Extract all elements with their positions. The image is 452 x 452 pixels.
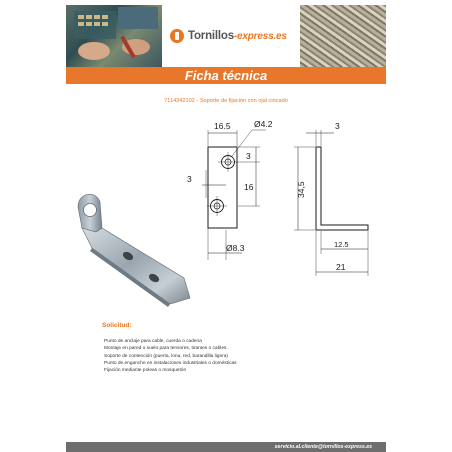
dim-mid-label: 16	[244, 182, 254, 192]
dim-thickness-label: 3	[335, 121, 340, 131]
dim-bottom-hole-label: Ø8.3	[226, 243, 245, 253]
dim-hole-label: Ø4.2	[254, 119, 273, 129]
list-item: Fijación mediante poleas o mosquetón	[104, 368, 187, 374]
side-view-drawing	[294, 130, 368, 276]
footer-bar	[66, 442, 386, 452]
dim-side-label: 3	[187, 174, 192, 184]
contact-email[interactable]: servicio.al.cliente@tornillos-express.es	[274, 444, 372, 450]
usage-heading: Solicitud:	[102, 322, 132, 329]
workshop-photo	[66, 5, 162, 67]
list-item: Montaje en pared o suelo para tensores, tirantes o cables.	[104, 346, 228, 352]
dim-foot-label: 12.5	[334, 240, 349, 249]
page-title: Ficha técnica	[184, 68, 268, 83]
dim-height-label: 34,5	[296, 181, 306, 198]
logo-name: Tornillos	[188, 30, 234, 42]
product-subtitle: 7114342102 - Soporte de fijación con ojal cincado	[164, 98, 288, 104]
list-item: Punto de enganche en instalaciones industriales o domésticas	[104, 360, 237, 366]
list-item: Soporte de contención (puerta, lona, red, barandilla ligera)	[104, 353, 228, 359]
bracket-3d-render	[78, 194, 190, 307]
logo-accent: -express.es	[233, 31, 287, 42]
dim-depth-label: 21	[336, 262, 346, 272]
list-item: Punto de anclaje para cable, cuerda o cadena	[104, 339, 202, 344]
dim-top-small-label: 3	[246, 151, 251, 161]
header-banner	[66, 5, 386, 67]
screws-photo	[300, 5, 386, 67]
brand-logo	[170, 29, 287, 43]
logo-icon	[170, 29, 184, 43]
front-view-drawing	[202, 130, 266, 260]
usage-list	[104, 338, 237, 374]
title-bar	[66, 67, 386, 84]
dim-width-label: 16.5	[214, 121, 231, 131]
technical-drawings	[66, 110, 386, 310]
